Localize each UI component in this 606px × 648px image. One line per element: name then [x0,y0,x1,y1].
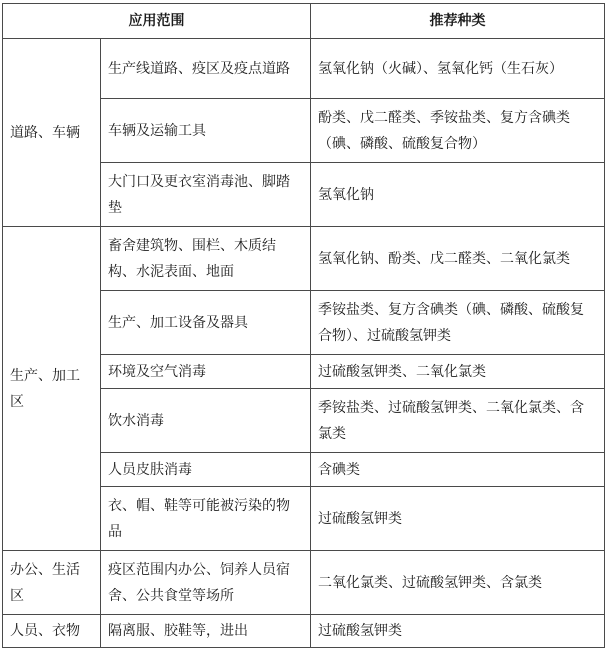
area-people-clothing: 人员、衣物 [3,615,101,648]
table-row [3,615,605,648]
header-scope: 应用范围 [3,4,311,39]
types-cell: 酚类、戊二醛类、季铵盐类、复方含碘类（碘、磷酸、硫酸复合物） [311,99,605,163]
area-office-living: 办公、生活区 [3,551,101,615]
table-row [3,227,605,291]
area-production: 生产、加工区 [3,227,101,551]
scope-cell: 饮水消毒 [101,389,311,453]
types-cell: 氢氧化钠 [311,163,605,227]
scope-cell: 环境及空气消毒 [101,355,311,389]
types-cell: 含碘类 [311,453,605,487]
scope-cell: 车辆及运输工具 [101,99,311,163]
types-cell: 过硫酸氢钾类 [311,615,605,648]
table-row [3,39,605,99]
scope-cell: 畜舍建筑物、围栏、木质结构、水泥表面、地面 [101,227,311,291]
scope-cell: 大门口及更衣室消毒池、脚踏垫 [101,163,311,227]
scope-cell: 生产线道路、疫区及疫点道路 [101,39,311,99]
types-cell: 二氧化氯类、过硫酸氢钾类、含氯类 [311,551,605,615]
scope-cell: 衣、帽、鞋等可能被污染的物品 [101,487,311,551]
table-row [3,551,605,615]
types-cell: 过硫酸氢钾类、二氧化氯类 [311,355,605,389]
types-cell: 氢氧化钠（火碱）、氢氧化钙（生石灰） [311,39,605,99]
scope-cell: 疫区范围内办公、饲养人员宿舍、公共食堂等场所 [101,551,311,615]
header-row [3,4,605,39]
scope-cell: 生产、加工设备及器具 [101,291,311,355]
disinfectant-table [2,3,605,648]
scope-cell: 人员皮肤消毒 [101,453,311,487]
area-road-vehicle: 道路、车辆 [3,39,101,227]
types-cell: 过硫酸氢钾类 [311,487,605,551]
types-cell: 季铵盐类、复方含碘类（碘、磷酸、硫酸复合物）、过硫酸氢钾类 [311,291,605,355]
types-cell: 季铵盐类、过硫酸氢钾类、二氧化氯类、含氯类 [311,389,605,453]
header-types: 推荐种类 [311,4,605,39]
types-cell: 氢氧化钠、酚类、戊二醛类、二氧化氯类 [311,227,605,291]
scope-cell: 隔离服、胶鞋等，进出 [101,615,311,648]
